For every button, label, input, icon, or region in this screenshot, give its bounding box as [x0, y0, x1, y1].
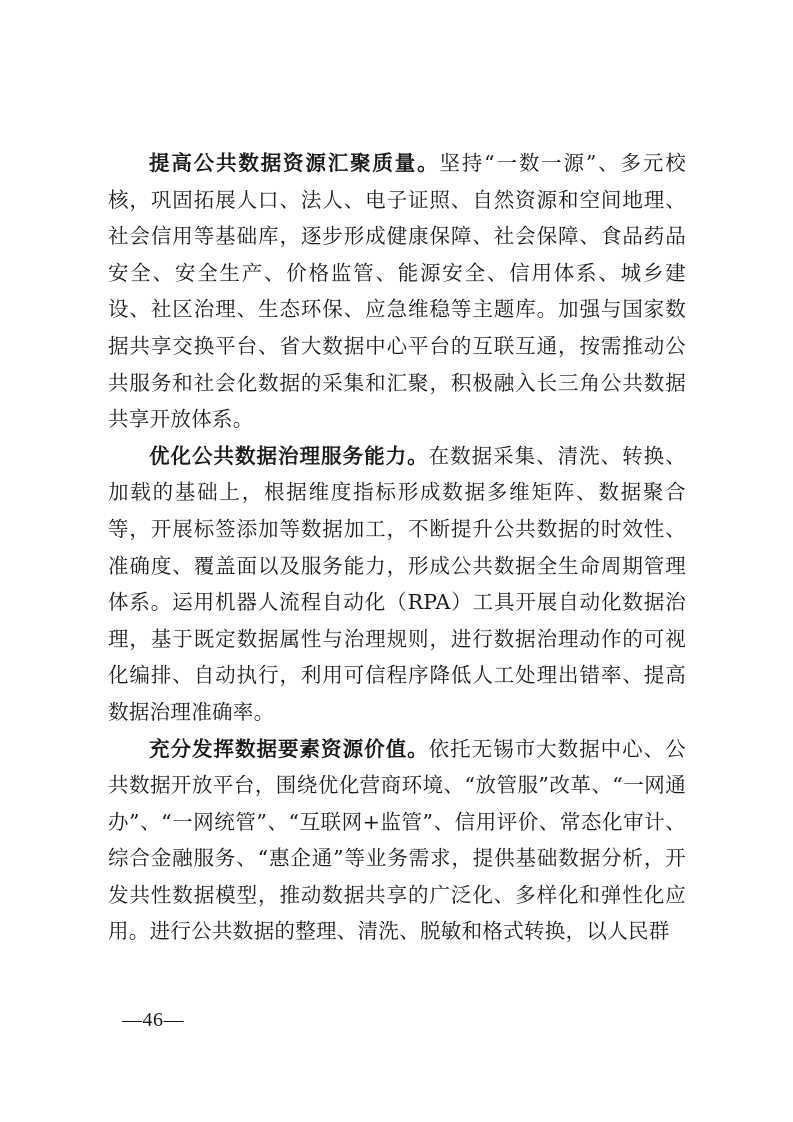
paragraph-text: 在数据采集、清洗、转换、加载的基础上，根据维度指标形成数据多维矩阵、数据聚合等，开展标签添加等数据加工，不断提升公共数据的时效性、准确度、覆盖面以及服务能力，形成公共数据全生命周期管理体系。运用机器人流程自动化（RPA）工具开展自动化数据治理，基于既定数据属性与治理规则，进行数据治理动作的可视化编排、自动执行，利用可信程序降低人工处理出错率、提高数据治理准确率。	[108, 443, 686, 724]
paragraph-text: 依托无锡市大数据中心、公共数据开放平台，围绕优化营商环境、“放管服”改革、“一网通办”、“一网统管”、“互联网+监管”、信用评价、常态化审计、综合金融服务、“惠企通”等业务需求，提供基础数据分析，开发共性数据模型，推动数据共享的广泛化、多样化和弹性化应用。进行公共数据的整理、清洗、脱敏和格式转换，以人民群	[108, 736, 686, 944]
paragraph-data-quality	[108, 145, 686, 438]
page-number: —46—	[122, 1009, 184, 1031]
paragraph-lead: 优化公共数据治理服务能力。	[149, 443, 429, 468]
paragraph-data-value	[108, 731, 686, 951]
document-body	[108, 145, 686, 950]
paragraph-text: 坚持“一数一源”、多元校核，巩固拓展人口、法人、电子证照、自然资源和空间地理、社会信用等基础库，逐步形成健康保障、社会保障、食品药品安全、安全生产、价格监管、能源安全、信用体系、城乡建设、社区治理、生态环保、应急维稳等主题库。加强与国家数据共享交换平台、省大数据中心平台的互联互通，按需推动公共服务和社会化数据的采集和汇聚，积极融入长三角公共数据共享开放体系。	[108, 151, 687, 432]
paragraph-lead: 提高公共数据资源汇聚质量。	[149, 151, 440, 175]
paragraph-data-governance	[108, 438, 686, 731]
paragraph-lead: 充分发挥数据要素资源价值。	[149, 736, 429, 761]
